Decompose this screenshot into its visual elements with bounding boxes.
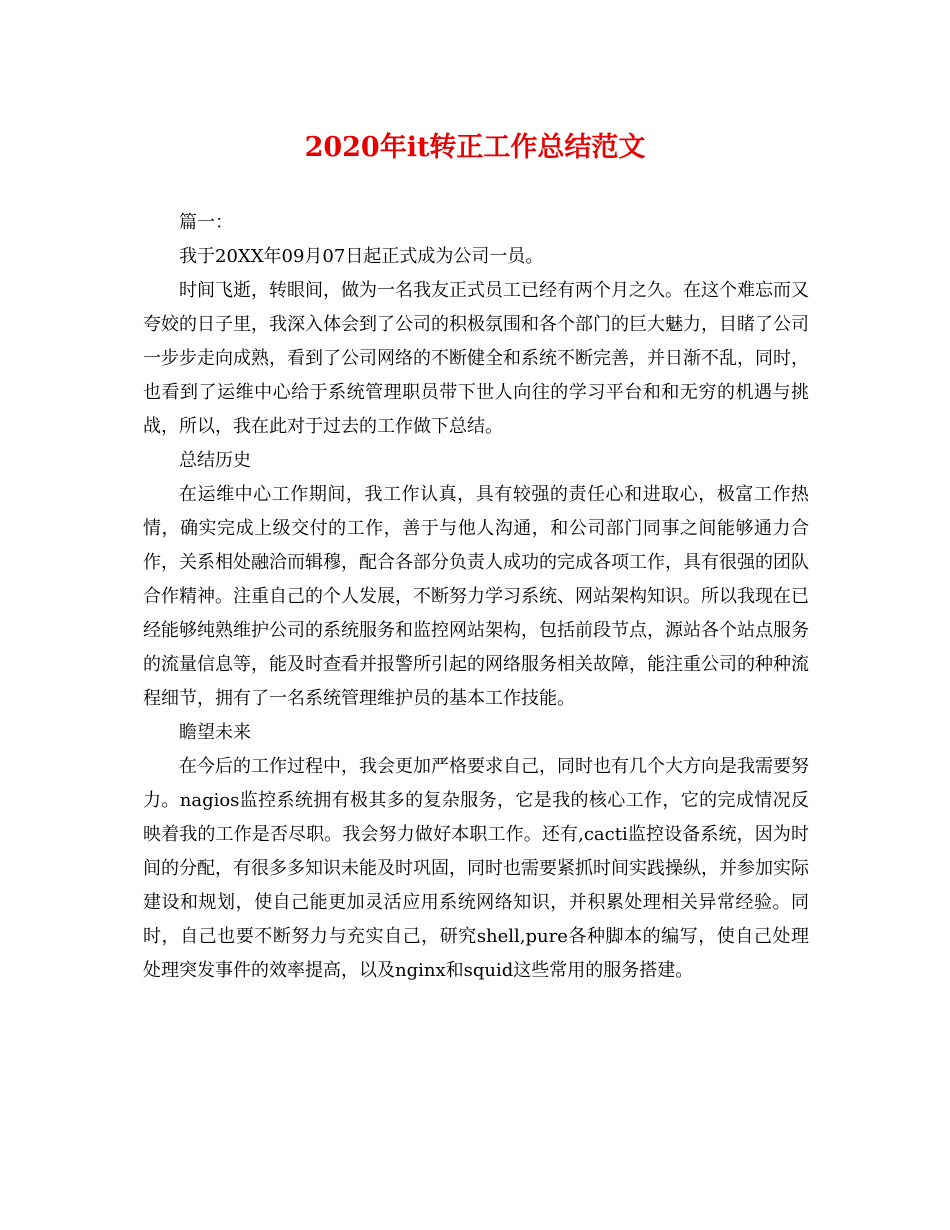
paragraph-history: 在运维中心工作期间，我工作认真，具有较强的责任心和进取心，极富工作热情，确实完成上级交付的工作，善于与他人沟通，和公司部门同事之间能够通力合作，关系相处融洽而辑穆，配合各部分负责人成功的完成各项工作，具有很强的团队合作精神。注重自己的个人发展，不断努力学习系统、网站架构知识。所以我现在已经能够纯熟维护公司的系统服务和监控网站架构，包括前段节点，源站各个站点服务的流量信息等，能及时查看并报警所引起的网络服务相关故障，能注重公司的种种流程细节，拥有了一名系统管理维护员的基本工作技能。 <box>143 484 809 709</box>
paragraph-section-label: 篇一： <box>179 212 233 233</box>
paragraph-future: 在今后的工作过程中，我会更加严格要求自己，同时也有几个大方向是我需要努力。nagios监控系统拥有极其多的复杂服务，它是我的核心工作，它的完成情况反映着我的工作是否尽职。我会努力做好本职工作。还有,cacti监控设备系统，因为时间的分配，有很多多知识未能及时巩固，同时也需要紧抓时间实践操纵，并参加实际建设和规划，使自己能更加灵活应用系统网络知识，并积累处理相关异常经验。同时，自己也要不断努力与充实自己，研究shell,pure各种脚本的编写，使自己处理处理突发事件的效率提高，以及nginx和squid这些常用的服务搭建。 <box>143 756 809 981</box>
document-body <box>143 206 809 988</box>
heading-history-summary: 总结历史 <box>179 450 251 471</box>
document-title: 2020年it转正工作总结范文 <box>304 132 646 163</box>
paragraph-intro: 时间飞逝，转眼间，做为一名我友正式员工已经有两个月之久。在这个难忘而又夸姣的日子里，我深入体会到了公司的积极氛围和各个部门的巨大魅力，目睹了公司一步步走向成熟，看到了公司网络的不断健全和系统不断完善，并日渐不乱，同时，也看到了运维中心给于系统管理职员带下世人向往的学习平台和和无穷的机遇与挑战，所以，我在此对于过去的工作做下总结。 <box>143 280 809 437</box>
paragraph-start-date: 我于20XX年09月07日起正式成为公司一员。 <box>179 246 544 267</box>
heading-future-outlook: 瞻望未来 <box>179 722 251 743</box>
